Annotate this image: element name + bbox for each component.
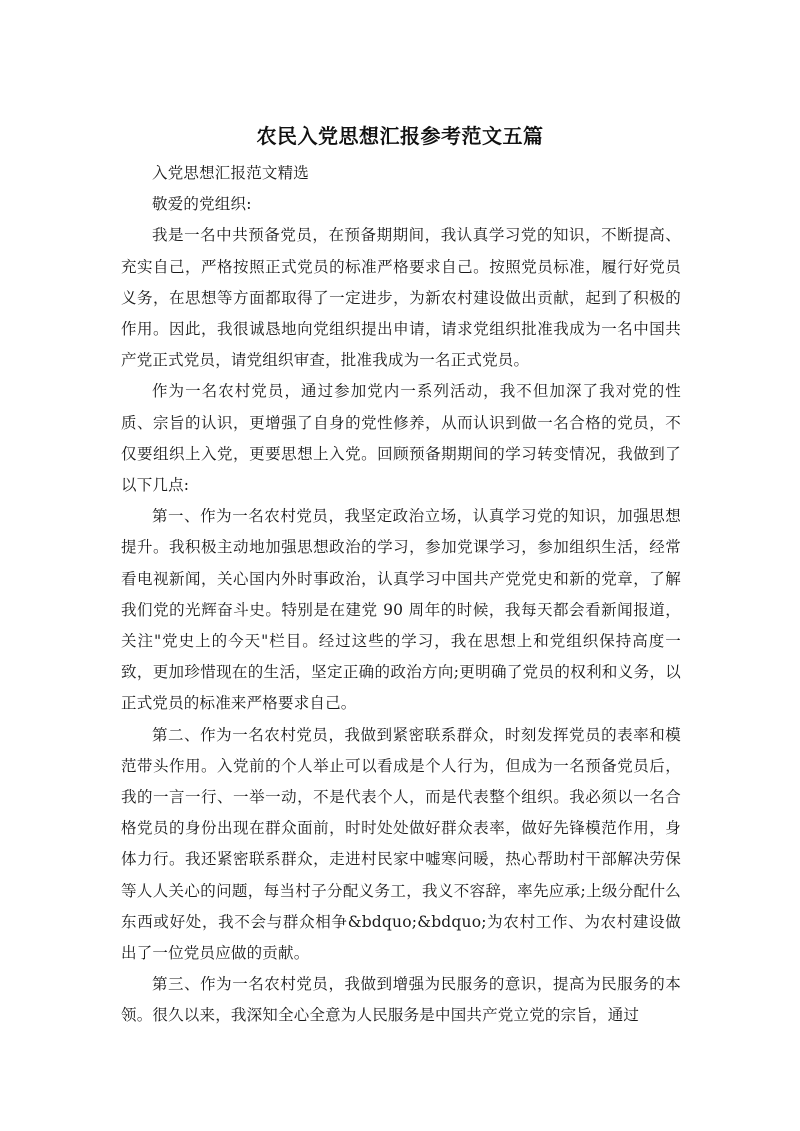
- document-subtitle: 入党思想汇报范文精选: [152, 164, 310, 182]
- paragraph-3: 第一、作为一名农村党员，我坚定政治立场，认真学习党的知识，加强思想提升。我积极主动地加强思想政治的学习，参加党课学习，参加组织生活，经常看电视新闻，关心国内外时事政治，认真学习中国共产党党史和新的党章，了解我们党的光辉奋斗史。特别是在建党 90 周年的时候，我每天都会看新闻报道，关注"党史上的今天"栏目。经过这些的学习，我在思想上和党组织保持高度一致，更加珍惜现在的生活，坚定正确的政治方向;更明确了党员的权利和义务，以正式党员的标准来严格要求自己。: [121, 507, 681, 713]
- document-title: 农民入党思想汇报参考范文五篇: [256, 124, 544, 148]
- document-body: [121, 158, 681, 1032]
- paragraph-5: 第三、作为一名农村党员，我做到增强为民服务的意识，提高为民服务的本领。很久以来，我深知全心全意为人民服务是中国共产党立党的宗旨，通过: [121, 975, 681, 1025]
- paragraph-1: 我是一名中共预备党员，在预备期期间，我认真学习党的知识，不断提高、充实自己，严格按照正式党员的标准严格要求自己。按照党员标准，履行好党员义务，在思想等方面都取得了一定进步，为新农村建设做出贡献，起到了积极的作用。因此，我很诚恳地向党组织提出申请，请求党组织批准我成为一名中国共产党正式党员，请党组织审查，批准我成为一名正式党员。: [121, 226, 681, 370]
- paragraph-4: 第二、作为一名农村党员，我做到紧密联系群众，时刻发挥党员的表率和模范带头作用。入党前的个人举止可以看成是个人行为，但成为一名预备党员后，我的一言一行、一举一动，不是代表个人，而是代表整个组织。我必须以一名合格党员的身份出现在群众面前，时时处处做好群众表率，做好先锋模范作用，身体力行。我还紧密联系群众，走进村民家中嘘寒问暖，热心帮助村干部解决劳保等人人关心的问题，每当村子分配义务工，我义不容辞，率先应承;上级分配什么东西或好处，我不会与群众相争&bdquo;&bdquo;为农村工作、为农村建设做出了一位党员应做的贡献。: [121, 725, 681, 963]
- salutation: 敬爱的党组织:: [152, 195, 252, 214]
- paragraph-2: 作为一名农村党员，通过参加党内一系列活动，我不但加深了我对党的性质、宗旨的认识，更增强了自身的党性修养，从而认识到做一名合格的党员，不仅要组织上入党，更要思想上入党。回顾预备期期间的学习转变情况，我做到了以下几点:: [121, 382, 681, 495]
